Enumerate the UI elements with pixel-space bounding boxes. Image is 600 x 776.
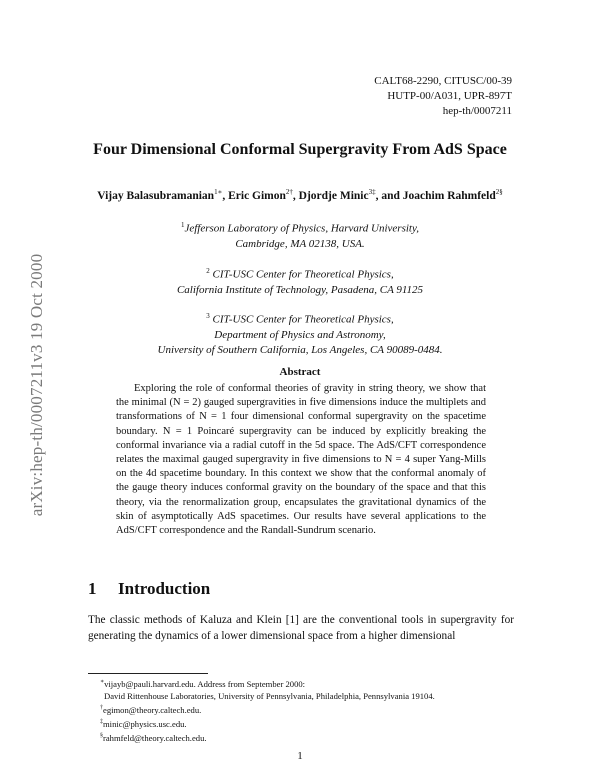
page-number: 1 (297, 750, 303, 762)
affiliation-line: CIT-USC Center for Theoretical Physics, (212, 268, 394, 281)
abstract-text: Exploring the role of conformal theories of gravity in string theory, we show that the minimal (N = 2) gauged supergravities in five dimensions induce the multiplets and transformations of N = 1 four dimensional conformal supergravity on the spacetime boundary. N = 1 Poincaré supergravity can be induced by explicitly breaking the conformal invariance via a radial cutoff in the 5d space. The AdS/CFT correspondence relates the maximal gauged supergravity in five dimensions to N = 4 super Yang-Mills on the 4d spacetime boundary. In this context we show that the conformal anomaly of the gauge theory induces conformal gravity on the boundary of the space and that this theory, via the renormalization group, encapsulates the gravitational dynamics of the skin of asymptotically AdS spacetimes. Our results have several applications to the AdS/CFT correspondence and the Randall-Sundrum scenario. (116, 383, 486, 537)
affiliation-number: 1 (180, 221, 185, 229)
affiliation-number: 3 (206, 312, 210, 320)
footnote (100, 690, 530, 702)
section-heading (88, 579, 210, 599)
affiliation-line: Jefferson Laboratory of Physics, Harvard University, (184, 222, 420, 235)
section-title: Introduction (118, 579, 211, 598)
footnote-divider (88, 673, 208, 674)
affiliation-line: Cambridge, MA 02138, USA. (235, 237, 365, 250)
author-mark: 1∗ (214, 188, 223, 196)
author-name: Joachim Rahmfeld (402, 189, 496, 202)
report-numbers (374, 74, 512, 119)
arxiv-stamp (23, 210, 51, 560)
report-number-line: HUTP-00/A031, UPR-897T (387, 90, 512, 102)
affiliation-line: Department of Physics and Astronomy, (214, 328, 386, 341)
footnote (100, 702, 530, 716)
affiliation-line: University of Southern California, Los Angeles, CA 90089-0484. (157, 343, 443, 356)
footnote (100, 716, 530, 730)
report-number-line: hep-th/0007211 (442, 105, 512, 117)
footnote-text: vijayb@pauli.harvard.edu. Address from September 2000: (104, 678, 306, 689)
footnote-text: minic@physics.usc.edu. (103, 718, 187, 729)
footnote-text: David Rittenhouse Laboratories, University of Pennsylvania, Philadelphia, Pennsylvania 19104. (104, 690, 435, 701)
affiliation-3 (0, 309, 600, 358)
abstract-heading: Abstract (279, 366, 321, 378)
paper-title: Four Dimensional Conformal Supergravity From AdS Space (93, 141, 507, 158)
author-mark: 3‡ (368, 188, 376, 196)
footnote (100, 730, 530, 744)
report-number-line: CALT68-2290, CITUSC/00-39 (374, 75, 512, 87)
affiliation-2 (0, 264, 600, 298)
author-name: Eric Gimon (228, 189, 286, 202)
footnotes (100, 676, 530, 743)
section-number: 1 (88, 579, 97, 598)
author-name: Vijay Balasubramanian (97, 189, 215, 202)
footnote-text: egimon@theory.caltech.edu. (103, 704, 202, 715)
intro-paragraph: The classic methods of Kaluza and Klein [1] are the conventional tools in supergravity for generating the dynamics of a lower dimensional space from a higher dimensional (88, 614, 514, 642)
author-separator: , and (375, 189, 403, 202)
arxiv-stamp-text: arXiv:hep-th/0007211v3 19 Oct 2000 (27, 253, 46, 517)
footnote-mark: § (100, 732, 103, 739)
footnote-mark: † (100, 704, 103, 711)
affiliation-line: CIT-USC Center for Theoretical Physics, (212, 313, 394, 326)
author-mark: 2† (285, 188, 293, 196)
footnote-mark: ∗ (100, 679, 105, 685)
affiliation-number: 2 (206, 267, 210, 275)
footnote-mark: ‡ (100, 718, 103, 725)
author-name: Djordje Minic (298, 189, 369, 202)
author-separator: , (292, 189, 299, 202)
author-list (0, 188, 600, 202)
affiliation-line: California Institute of Technology, Pasadena, CA 91125 (176, 283, 424, 296)
author-mark: 2§ (495, 188, 503, 196)
footnote (100, 676, 530, 690)
footnote-text: rahmfeld@theory.caltech.edu. (103, 732, 207, 743)
author-separator: , (222, 189, 229, 202)
affiliation-1 (0, 218, 600, 252)
